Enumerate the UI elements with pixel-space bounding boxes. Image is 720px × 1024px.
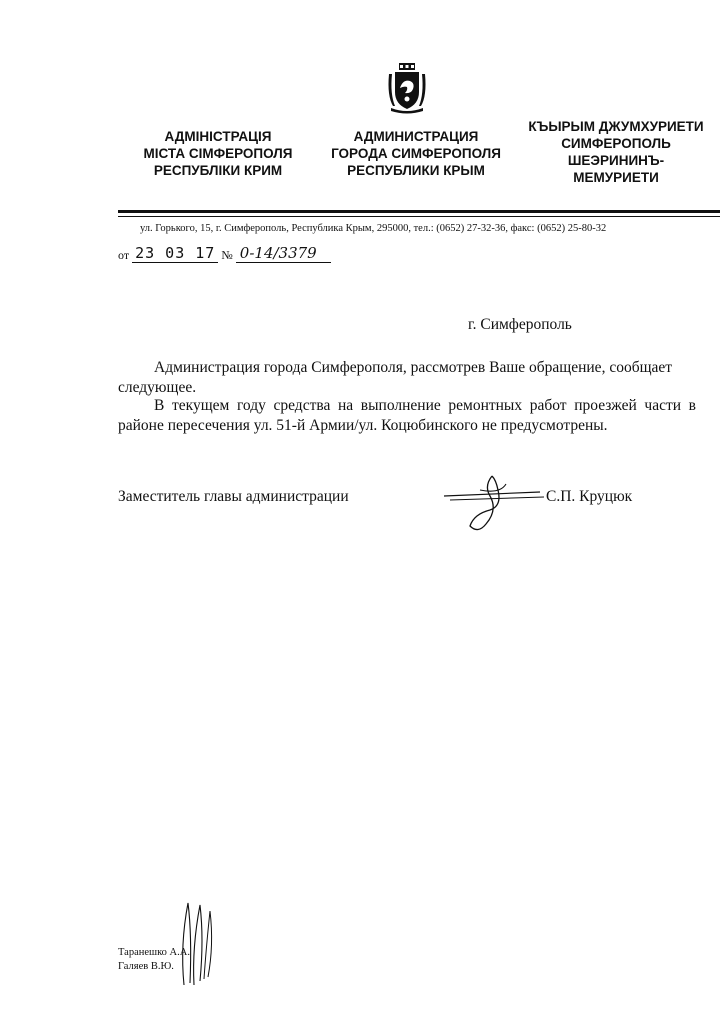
- executor-initials-mark: [170, 895, 220, 990]
- signatory-name: С.П. Круцюк: [546, 488, 633, 505]
- city: г. Симферополь: [468, 316, 572, 333]
- header-russian: [316, 128, 516, 179]
- reference-number: 0-14/3379: [236, 244, 331, 263]
- executor-name: Галяев В.Ю.: [118, 961, 174, 972]
- header-divider-thin: [118, 216, 720, 217]
- header-russian-line: АДМИНИСТРАЦИЯ: [353, 129, 479, 144]
- number-label: №: [221, 248, 233, 262]
- body-paragraph: Администрация города Симферополя, рассмотрев Ваше обращение, сообщает следующее.: [118, 359, 673, 396]
- reference-date: 23 03 17: [132, 244, 218, 263]
- header-crimean-tatar-line: ШЕЭРИНИНЪ-: [567, 153, 665, 168]
- header-crimean-tatar-line: СИМФЕРОПОЛЬ: [561, 136, 671, 151]
- header-ukrainian-line: РЕСПУБЛІКИ КРИМ: [153, 163, 283, 178]
- header-ukrainian-line: АДМІНІСТРАЦІЯ: [164, 129, 272, 144]
- crimea-coat-of-arms-icon: [385, 62, 429, 114]
- header-divider-thick: [118, 210, 720, 213]
- handwritten-signature: [440, 470, 550, 540]
- executor-name: Таранешко А.А.: [118, 947, 190, 958]
- address-line: ул. Горького, 15, г. Симферополь, Республика Крым, 295000, тел.: (0652) 27-32-36, факс: (0652) 25-80-32: [140, 223, 607, 234]
- header-russian-line: РЕСПУБЛИКИ КРЫМ: [347, 163, 485, 178]
- header-russian-line: ГОРОДА СИМФЕРОПОЛЯ: [331, 146, 501, 161]
- header-crimean-tatar-line: МЕМУРИЕТИ: [573, 170, 659, 185]
- body-paragraph: В текущем году средства на выполнение ремонтных работ проезжей части в районе пересечения ул. 51-й Армии/ул. Коцюбинского не предусмотрены.: [118, 397, 696, 434]
- header-ukrainian: [118, 128, 318, 179]
- signatory-title: Заместитель главы администрации: [118, 488, 349, 505]
- header-crimean-tatar-line: КЪЫРЫМ ДЖУМХУРИЕТИ: [528, 119, 704, 134]
- header-crimean-tatar: [516, 118, 716, 186]
- executors: [118, 946, 190, 974]
- header-ukrainian-line: МІСТА СІМФЕРОПОЛЯ: [143, 146, 293, 161]
- reference-row: [118, 244, 331, 268]
- from-label: от: [118, 248, 130, 262]
